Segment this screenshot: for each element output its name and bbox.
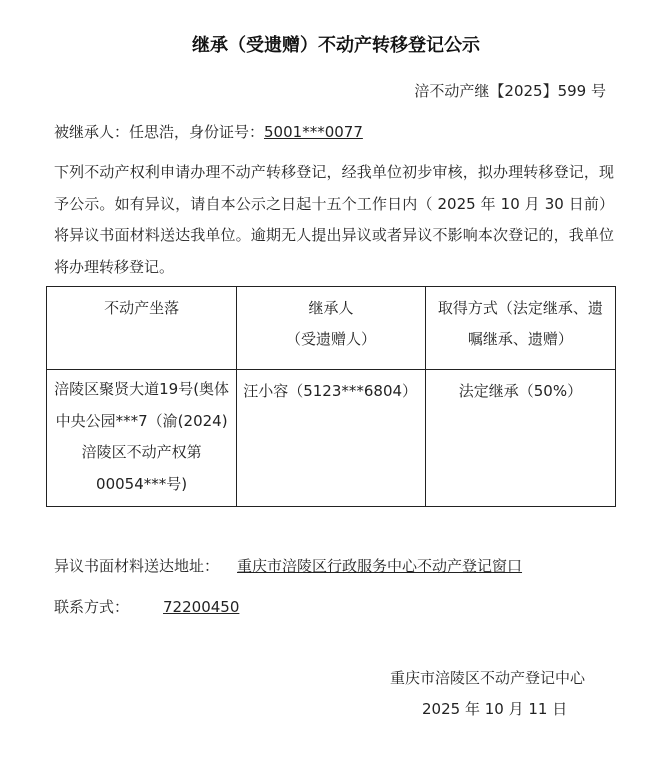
- contact-phone: 72200450: [163, 598, 240, 616]
- decedent-info: [54, 121, 363, 142]
- document-title: 继承（受遗赠）不动产转移登记公示: [192, 35, 480, 56]
- cell-method: 法定继承（50%）: [425, 370, 615, 507]
- header-heir-line1: 继承人: [308, 299, 354, 317]
- notice-paragraph: 下列不动产权利申请办理不动产转移登记，经我单位初步审核，拟办理转移登记，现予公示。如有异议，请自本公示之日起十五个工作日内（ 2025 年 10 月 30 日前）将异议书面材料送达我单位。逾期无人提出异议或者异议不影响本次登记的，我单位将办理转移登记。: [54, 163, 614, 276]
- contact-label: 联系方式：: [54, 598, 130, 616]
- decedent-label: 被继承人：任思浩，身份证号：: [54, 123, 265, 141]
- decedent-id-number: 5001***0077: [264, 123, 363, 141]
- cell-location: 涪陵区聚贤大道19号(奥体中央公园***7（渝(2024)涪陵区不动产权第 00054***号): [47, 370, 237, 507]
- objection-address-label: 异议书面材料送达地址：: [54, 557, 220, 575]
- cell-heir: 汪小容（5123***6804）: [237, 370, 426, 507]
- contact-info: [54, 596, 239, 617]
- table-row: [47, 370, 616, 507]
- header-method: 取得方式（法定继承、遗嘱继承、遗赠）: [425, 287, 615, 370]
- header-heir-line2: （受遗赠人）: [286, 330, 377, 348]
- objection-address: [54, 555, 522, 576]
- header-location: 不动产坐落: [47, 287, 237, 370]
- issue-date: 2025 年 10 月 11 日: [422, 700, 568, 718]
- objection-address-value: 重庆市涪陵区行政服务中心不动产登记窗口: [237, 557, 523, 575]
- document-number: 涪不动产继【2025】599 号: [414, 82, 606, 100]
- issuer-name: 重庆市涪陵区不动产登记中心: [390, 669, 586, 687]
- header-heir: [237, 287, 426, 370]
- property-table: [46, 286, 616, 507]
- table-header-row: [47, 287, 616, 370]
